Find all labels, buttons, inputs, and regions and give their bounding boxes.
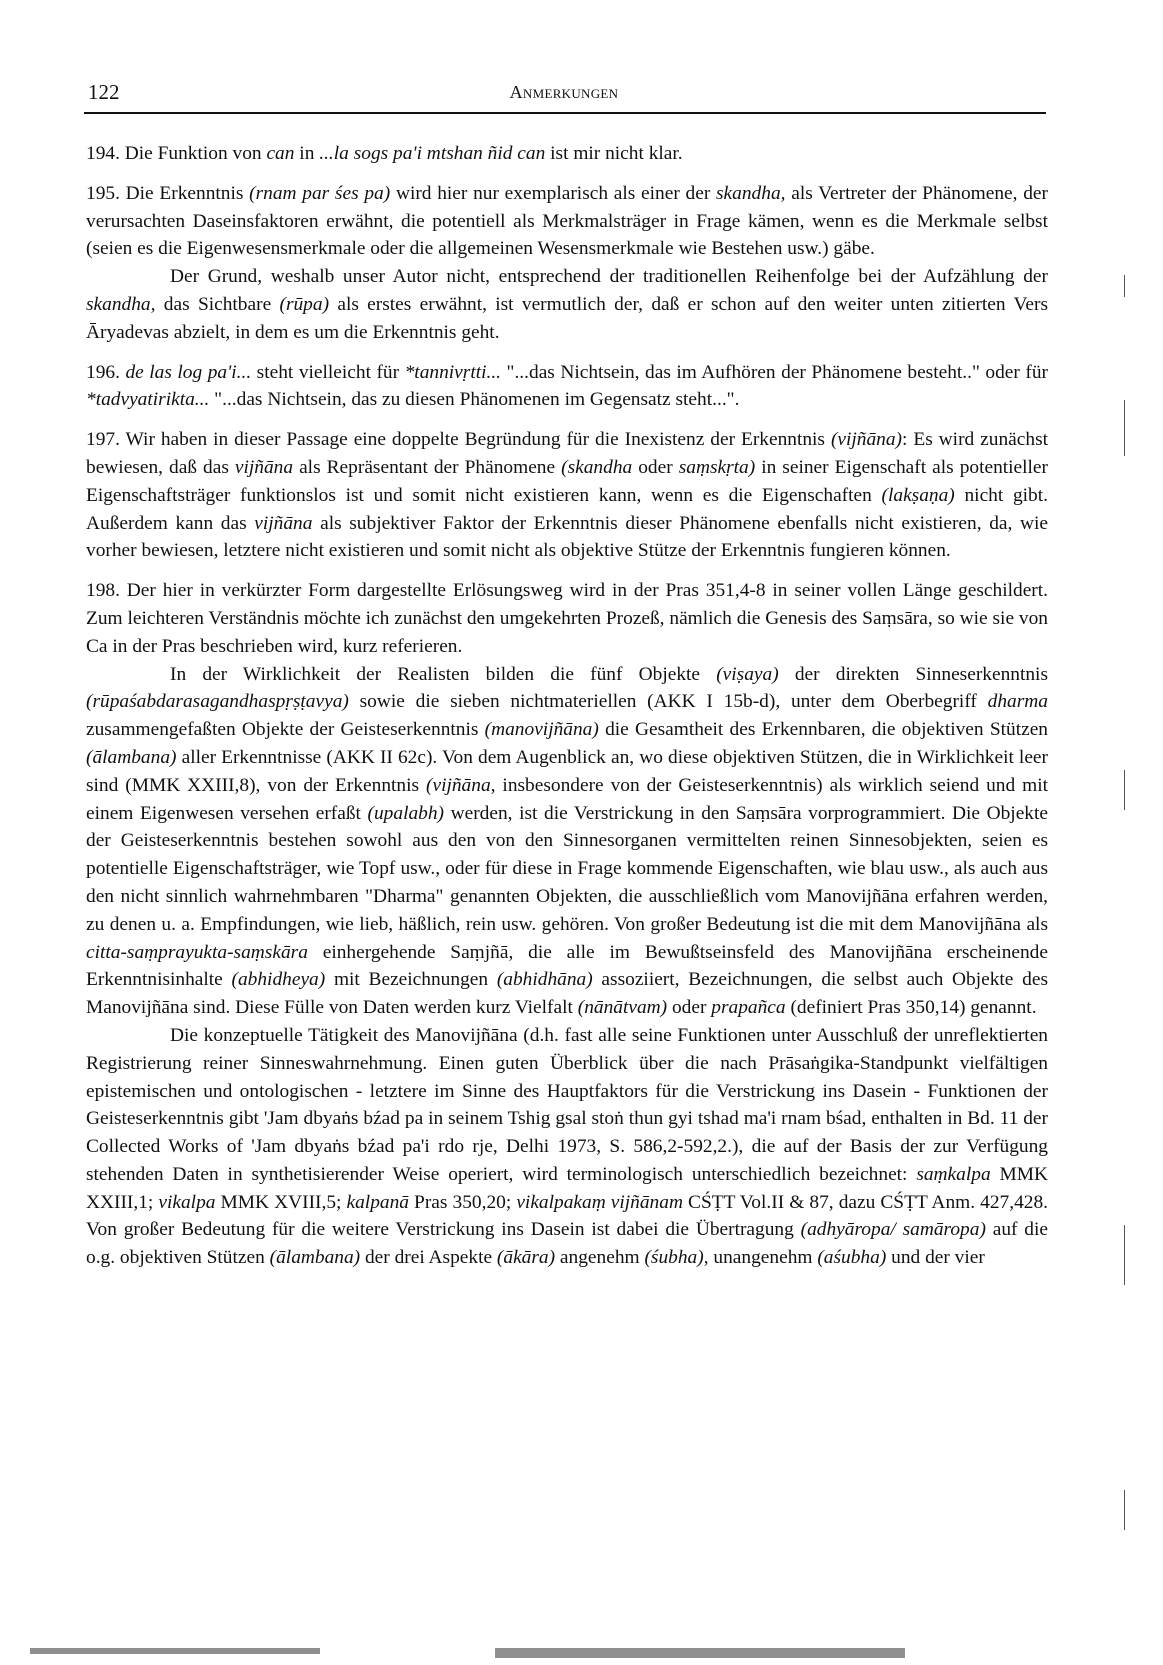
margin-mark [1124, 1490, 1125, 1530]
running-title: Anmerkungen [509, 82, 619, 102]
note-number: 197. [86, 429, 120, 451]
page-header [84, 80, 1044, 112]
scan-artifact-bar [495, 1648, 905, 1658]
margin-mark [1124, 400, 1125, 456]
margin-mark [1124, 275, 1125, 297]
note-195: 195. Die Erkenntnis (rnam par śes pa) wird hier nur exemplarisch als einer der skandha, als Vertreter der Phänomene, der verursachten Daseinsfaktoren erwähnt, die potentiell als Merkmalsträger in Frage kämen, wenn es die Merkmale selbst (seien es die Eigenwesensmerkmale oder die allgemeinen Wesensmerkmale wie Bestehen usw.) gäbe. [86, 182, 1048, 260]
margin-mark [1124, 1225, 1125, 1285]
note-196: 196. de las log pa'i... steht vielleicht für *tannivṛtti... "...das Nichtsein, das im Aufhören der Phänomene besteht.." oder für *tadvyatirikta... "...das Nichtsein, das zu diesen Phänomenen im Gegensatz steht...". [86, 361, 1048, 411]
header-rule [84, 112, 1046, 114]
note-number: 195. [86, 182, 120, 204]
note-number: 198. [86, 580, 120, 602]
page-number: 122 [88, 80, 120, 104]
note-198: 198. Der hier in verkürzter Form dargestellte Erlösungsweg wird in der Pras 351,4-8 in seiner vollen Länge geschildert. Zum leichteren Verständnis möchte ich zunächst den umgekehrten Prozeß, nämlich die Genesis des Saṃsāra, so wie sie von Ca in der Pras beschrieben wird, kurz referieren. [86, 580, 1048, 657]
note-197: 197. Wir haben in dieser Passage eine doppelte Begründung für die Inexistenz der Erkenntnis (vijñāna): Es wird zunächst bewiesen, daß das vijñāna als Repräsentant der Phänomene (skandha oder saṃskṛta) in seiner Eigenschaft als potentieller Eigenschaftsträger funktionslos ist und somit nicht existieren kann, wenn es die Eigenschaften (lakṣaṇa) nicht gibt. Außerdem kann das vijñāna als subjektiver Faktor der Erkenntnis dieser Phänomene ebenfalls nicht existieren, da, wie vorher bewiesen, letztere nicht existieren und somit nicht als objektive Stütze der Erkenntnis fungieren können. [86, 429, 1049, 562]
scan-artifact-bar [30, 1648, 320, 1654]
note-number: 196. [86, 361, 120, 383]
notes-body [86, 140, 1048, 1284]
margin-mark [1124, 770, 1125, 810]
note-198-paragraph-3: Die konzeptuelle Tätigkeit des Manovijñāna (d.h. fast alle seine Funktionen unter Ausschluß der unreflektierten Registrierung reiner Sinneswahrnehmung. Einen guten Überblick über die nach Prāsaṅgika-Standpunkt vielfältigen epistemischen und ontologischen - letztere im Sinne des Hauptfaktors für die Verstrickung ins Dasein - Funktionen der Geisteserkenntnis gibt 'Jam dbyaṅs bźad pa in seinem Tshig gsal stoṅ thun gyi tshad ma'i rnam bśad, enthalten in Bd. 11 der Collected Works of 'Jam dbyaṅs bźad pa'i rdo rje, Delhi 1973, S. 586,2-592,2.), die auf der Basis der zur Verfügung stehenden Daten in synthetisierender Weise operiert, wird terminologisch unterschiedlich bezeichnet: saṃkalpa MMK XXIII,1; vikalpa MMK XVIII,5; kalpanā Pras 350,20; vikalpakaṃ vijñānam CŚṬT Vol.II & 87, dazu CŚṬT Anm. 427,428. Von großer Bedeutung für die weitere Verstrickung ins Dasein ist dabei die Übertragung (adhyāropa/ samāropa) auf die o.g. objektiven Stützen (ālambana) der drei Aspekte (ākāra) angenehm (śubha), unangenehm (aśubha) und der vier [86, 1024, 1049, 1269]
note-198-paragraph-2: In der Wirklichkeit der Realisten bilden die fünf Objekte (viṣaya) der direkten Sinneserkenntnis (rūpaśabdarasagandhaspṛṣṭavya) sowie die sieben nichtmateriellen (AKK I 15b-d), unter dem Oberbegriff dharma zusammengefaßten Objekte der Geisteserkenntnis (manovijñāna) die Gesamtheit des Erkennbaren, die objektiven Stützen (ālambana) aller Erkenntnisse (AKK II 62c). Von dem Augenblick an, wo diese objektiven Stützen, die in Wirklichkeit leer sind (MMK XXIII,8), von der Erkenntnis (vijñāna, insbesondere von der Geisteserkenntnis) als wirklich seiend und mit einem Eigenwesen versehen erfaßt (upalabh) werden, ist die Verstrickung in den Saṃsāra vorprogrammiert. Die Objekte der Geisteserkenntnis bestehen sowohl aus den von den Sinnesorganen vermittelten reinen Sinnesobjekten, seien es potentielle Eigenschaftsträger, wie Topf usw., oder für diese in Frage kommende Eigenschaften, wie blau usw., als auch aus den nicht sinnlich wahrnehmbaren "Dharma" genannten Objekten, die ausschließlich vom Manovijñāna erfahren werden, zu denen u. a. Empfindungen, wie lieb, häßlich, rein usw. gehören. Von großer Bedeutung ist die mit dem Manovijñāna als citta-saṃprayukta-saṃskāra einhergehende Saṃjñā, die alle im Bewußtseinsfeld des Manovijñāna erscheinende Erkenntnisinhalte (abhidheya) mit Bezeichnungen (abhidhāna) assoziiert, Bezeichnungen, die selbst auch Objekte des Manovijñāna sind. Diese Fülle von Daten werden kurz Vielfalt (nānātvam) oder prapañca (definiert Pras 350,14) genannt. [86, 663, 1048, 1019]
note-195-paragraph-2: Der Grund, weshalb unser Autor nicht, entsprechend der traditionellen Reihenfolge bei der Aufzählung der skandha, das Sichtbare (rūpa) als erstes erwähnt, ist vermutlich der, daß er schon auf den weiter unten zitierten Vers Āryadevas abzielt, in dem es um die Erkenntnis geht. [86, 266, 1048, 343]
note-194: 194. Die Funktion von can in ...la sogs pa'i mtshan ñid can ist mir nicht klar. [86, 143, 683, 164]
note-number: 194. [86, 143, 120, 164]
